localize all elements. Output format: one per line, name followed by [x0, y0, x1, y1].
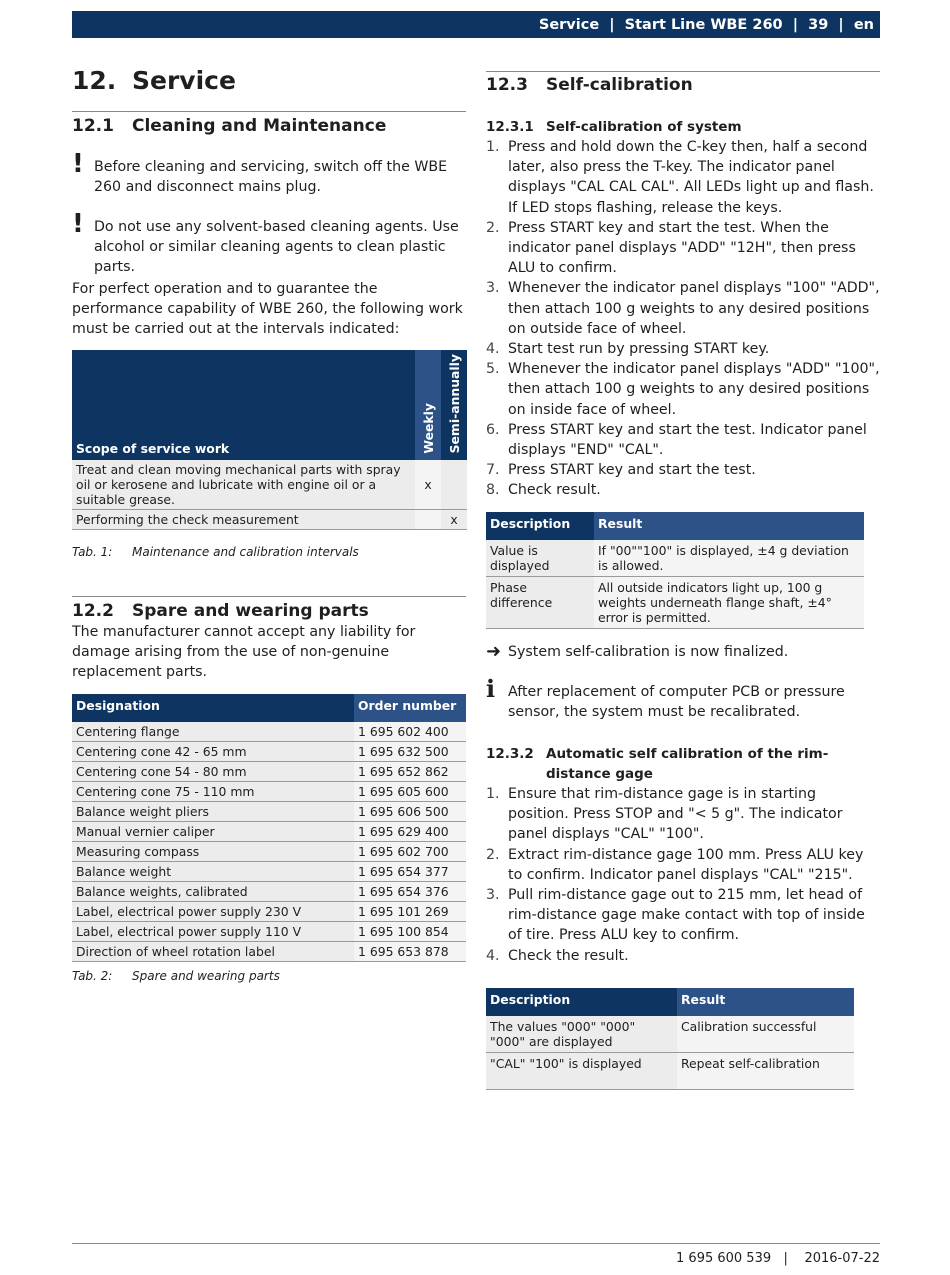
- maintenance-table: [72, 350, 467, 530]
- col-header-semi-annually: Semi-annually: [441, 350, 467, 460]
- table-row: Balance weight pliers 1 695 606 500: [72, 802, 466, 822]
- table-row: Centering flange 1 695 602 400: [72, 722, 466, 742]
- header-section: Service: [538, 16, 600, 33]
- exclamation-icon: !: [72, 209, 84, 239]
- calibration-steps: [486, 137, 880, 501]
- table-row: Manual vernier caliper 1 695 629 400: [72, 822, 466, 842]
- spare-parts-text: The manufacturer cannot accept any liability for damage arising from the use of non-genuine replacement parts.: [72, 624, 416, 681]
- table-row: Label, electrical power supply 230 V 1 695 101 269: [72, 902, 466, 922]
- warning-note-solvent: ! Do not use any solvent-based cleaning agents. Use alcohol or similar cleaning agents to clean plastic parts.: [72, 212, 466, 278]
- col-header-designation: Designation: [72, 694, 354, 722]
- spare-parts-table: [72, 694, 466, 962]
- info-note: ℹ After replacement of computer PCB or pressure sensor, the system must be recalibrated.: [486, 677, 880, 722]
- subsection-title-system: 12.3.1 Self-calibration of system: [486, 119, 742, 135]
- table-caption-1: Tab. 1: Maintenance and calibration intervals: [72, 545, 359, 559]
- header-product: Start Line WBE 260: [624, 16, 783, 33]
- rim-calibration-steps: [486, 784, 880, 966]
- list-item: 3. Whenever the indicator panel displays "100" "ADD", then attach 100 g weights to any desired positions on outside face of wheel.: [486, 280, 880, 337]
- footer-divider: [72, 1243, 880, 1244]
- col-header-result: Result: [594, 512, 864, 540]
- table-row: Balance weight 1 695 654 377: [72, 862, 466, 882]
- table-row: Label, electrical power supply 110 V 1 695 100 854: [72, 922, 466, 942]
- result-table-rim: [486, 988, 854, 1090]
- list-item: 7. Press START key and start the test.: [486, 462, 756, 479]
- table-row: Centering cone 42 - 65 mm 1 695 632 500: [72, 742, 466, 762]
- section-title-self-calibration: 12.3 Self-calibration: [486, 75, 693, 95]
- table-row: Measuring compass 1 695 602 700: [72, 842, 466, 862]
- result-table-system: [486, 512, 864, 629]
- list-item: 4. Check the result.: [486, 947, 629, 964]
- table-row: Treat and clean moving mechanical parts with spray oil or kerosene and lubricate with engine oil or a suitable grease. x: [72, 460, 467, 510]
- col-header-order-number: Order number: [354, 694, 466, 722]
- footer-doc-number: 1 695 600 539: [676, 1251, 772, 1266]
- result-note: ➜ System self-calibration is now finalized.: [486, 641, 789, 662]
- table-caption-2: Tab. 2: Spare and wearing parts: [72, 969, 280, 983]
- table-row: Centering cone 54 - 80 mm 1 695 652 862: [72, 762, 466, 782]
- section-title-cleaning: 12.1 Cleaning and Maintenance: [72, 116, 387, 136]
- divider: [486, 71, 880, 72]
- header-page-number: 39: [808, 16, 829, 33]
- col-header-weekly: Weekly: [415, 350, 441, 460]
- col-header-result: Result: [677, 988, 854, 1016]
- page-footer: 1 695 600 539 | 2016-07-22: [676, 1251, 880, 1266]
- table-row: Performing the check measurement x: [72, 510, 467, 530]
- col-header-scope: Scope of service work: [72, 350, 415, 460]
- list-item: 2. Extract rim-distance gage 100 mm. Press ALU key to confirm. Indicator panel displays "CAL" "215".: [486, 846, 864, 883]
- table-row: The values "000" "000" "000" are displayed Calibration successful: [486, 1016, 854, 1053]
- info-icon: ℹ: [486, 675, 496, 703]
- divider: [72, 596, 466, 597]
- divider: [72, 111, 466, 112]
- col-header-description: Description: [486, 512, 594, 540]
- maintenance-intro: For perfect operation and to guarantee the performance capability of WBE 260, the following work must be carried out at the intervals indicated:: [72, 281, 463, 338]
- list-item: 6. Press START key and start the test. Indicator panel displays "END" "CAL".: [486, 421, 867, 459]
- list-item: 5. Whenever the indicator panel displays "ADD" "100", then attach 100 g weights to any desired positions on inside face of wheel.: [486, 361, 880, 418]
- col-header-description: Description: [486, 988, 677, 1016]
- warning-note-mains: ! Before cleaning and servicing, switch off the WBE 260 and disconnect mains plug.: [72, 152, 466, 197]
- page-header: Service | Start Line WBE 260 | 39 | en: [72, 11, 880, 38]
- arrow-right-icon: ➜: [486, 641, 502, 662]
- table-row: Centering cone 75 - 110 mm 1 695 605 600: [72, 782, 466, 802]
- footer-date: 2016-07-22: [804, 1251, 880, 1266]
- header-language: en: [853, 16, 874, 33]
- table-row: Balance weights, calibrated 1 695 654 376: [72, 882, 466, 902]
- list-item: 1. Ensure that rim-distance gage is in starting position. Press STOP and "< 5 g". The indicator panel displays "CAL" "100".: [486, 786, 843, 843]
- list-item: 4. Start test run by pressing START key.: [486, 341, 770, 358]
- list-item: 8. Check result.: [486, 482, 601, 499]
- subsection-title-rim-distance: 12.3.2 Automatic self calibration of the rim-distance gage: [486, 746, 829, 782]
- table-row: Direction of wheel rotation label 1 695 653 878: [72, 942, 466, 962]
- list-item: 2. Press START key and start the test. When the indicator panel displays "ADD" "12H", then press ALU to confirm.: [486, 219, 856, 277]
- exclamation-icon: !: [72, 149, 84, 179]
- table-row: Value is displayed If "00""100" is displayed, ±4 g deviation is allowed.: [486, 540, 864, 577]
- section-title-spare-parts: 12.2 Spare and wearing parts: [72, 601, 369, 621]
- table-row: "CAL" "100" is displayed Repeat self-calibration: [486, 1053, 854, 1090]
- list-item: 1. Press and hold down the C-key then, half a second later, also press the T-key. The indicator panel displays "CAL CAL CAL". All LEDs light up and flash. If LED stops flashing, release the keys.: [486, 139, 874, 216]
- list-item: 3. Pull rim-distance gage out to 215 mm, let head of rim-distance gage make contact with top of inside of tire. Press ALU key to confirm.: [486, 887, 865, 944]
- table-row: Phase difference All outside indicators light up, 100 g weights underneath flange shaft, ±4° error is permitted.: [486, 577, 864, 629]
- chapter-title: 12. Service: [72, 66, 236, 95]
